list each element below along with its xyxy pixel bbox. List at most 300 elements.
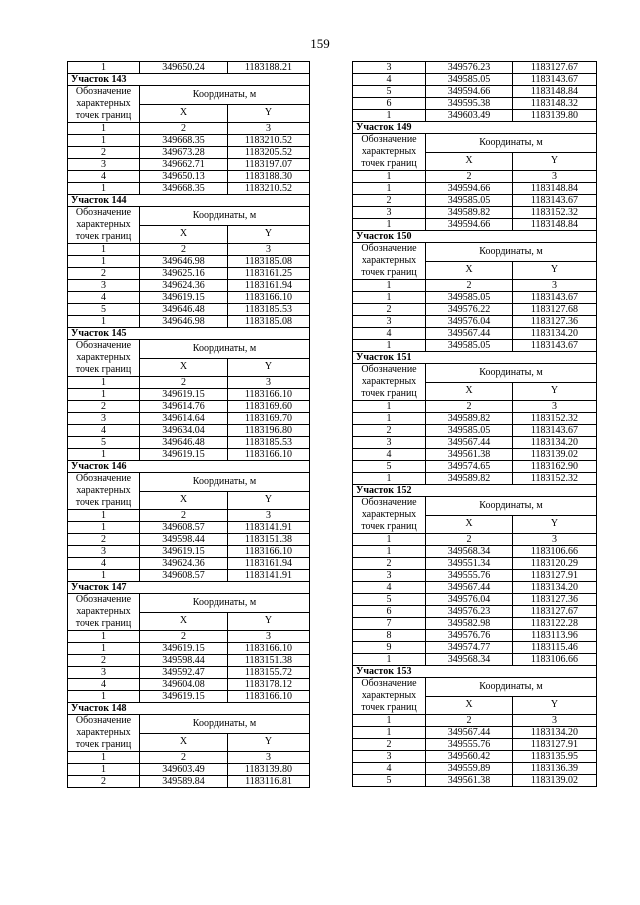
x-coordinate: 349619.15 xyxy=(140,389,228,401)
y-coordinate: 1183205.52 xyxy=(228,147,310,159)
designation-header xyxy=(353,364,426,401)
table-row xyxy=(68,135,310,147)
col-number: 1 xyxy=(68,510,140,522)
col-number: 2 xyxy=(140,377,228,389)
y-coordinate: 1183139.80 xyxy=(228,764,310,776)
col-number: 1 xyxy=(68,123,140,135)
designation-header-line: Обозначение xyxy=(361,134,417,145)
y-coordinate: 1183127.67 xyxy=(513,62,597,74)
left-table xyxy=(67,61,310,788)
x-coordinate: 349568.34 xyxy=(426,546,513,558)
y-coordinate: 1183169.60 xyxy=(228,401,310,413)
table-row xyxy=(68,389,310,401)
section-title-row xyxy=(68,703,310,715)
y-coordinate: 1183185.08 xyxy=(228,316,310,328)
table-row xyxy=(353,630,597,642)
x-header: X xyxy=(140,358,228,377)
section-title: Участок 145 xyxy=(68,328,310,340)
table-row xyxy=(68,304,310,316)
x-coordinate: 349551.34 xyxy=(426,558,513,570)
y-coordinate: 1183185.53 xyxy=(228,304,310,316)
table-row xyxy=(353,62,597,74)
point-number: 3 xyxy=(353,62,426,74)
point-number: 1 xyxy=(353,727,426,739)
table-row xyxy=(68,691,310,703)
point-number: 3 xyxy=(353,570,426,582)
table-row xyxy=(68,534,310,546)
x-coordinate: 349650.24 xyxy=(140,62,228,74)
x-coordinate: 349598.44 xyxy=(140,655,228,667)
x-coordinate: 349555.76 xyxy=(426,739,513,751)
y-coordinate: 1183185.08 xyxy=(228,256,310,268)
point-number: 3 xyxy=(353,207,426,219)
y-header: Y xyxy=(228,358,310,377)
y-coordinate: 1183120.29 xyxy=(513,558,597,570)
coords-header: Координаты, м xyxy=(426,497,597,516)
col-number: 1 xyxy=(353,280,426,292)
section-title: Участок 150 xyxy=(353,231,597,243)
y-coordinate: 1183166.10 xyxy=(228,449,310,461)
section-title-row xyxy=(68,461,310,473)
table-row xyxy=(68,764,310,776)
y-coordinate: 1183185.53 xyxy=(228,437,310,449)
table-row xyxy=(68,522,310,534)
y-coordinate: 1183143.67 xyxy=(513,425,597,437)
y-coordinate: 1183210.52 xyxy=(228,183,310,195)
table-row xyxy=(353,219,597,231)
designation-header-line: Обозначение xyxy=(361,678,417,689)
col-number: 1 xyxy=(68,752,140,764)
table-row xyxy=(353,340,597,352)
col-number: 2 xyxy=(426,401,513,413)
col-number-row xyxy=(353,715,597,727)
table-row xyxy=(68,776,310,788)
x-coordinate: 349576.22 xyxy=(426,304,513,316)
point-number: 3 xyxy=(68,667,140,679)
designation-header xyxy=(68,594,140,631)
header-row-1 xyxy=(353,497,597,516)
col-number: 3 xyxy=(513,401,597,413)
x-coordinate: 349668.35 xyxy=(140,135,228,147)
table-row xyxy=(353,74,597,86)
table-row xyxy=(353,292,597,304)
x-coordinate: 349567.44 xyxy=(426,582,513,594)
point-number: 2 xyxy=(353,558,426,570)
y-header: Y xyxy=(513,382,597,401)
table-row xyxy=(353,207,597,219)
point-number: 3 xyxy=(68,159,140,171)
table-row xyxy=(68,280,310,292)
col-number-row xyxy=(68,244,310,256)
designation-header-line: характерных xyxy=(76,98,131,109)
table-row xyxy=(353,437,597,449)
x-coordinate: 349567.44 xyxy=(426,437,513,449)
y-coordinate: 1183134.20 xyxy=(513,727,597,739)
header-row-1 xyxy=(68,207,310,226)
y-coordinate: 1183152.32 xyxy=(513,413,597,425)
col-number: 1 xyxy=(68,244,140,256)
header-row-1 xyxy=(68,86,310,105)
y-coordinate: 1183134.20 xyxy=(513,437,597,449)
header-row-1 xyxy=(68,594,310,613)
x-coordinate: 349662.71 xyxy=(140,159,228,171)
point-number: 5 xyxy=(353,86,426,98)
col-number: 1 xyxy=(353,401,426,413)
col-number: 3 xyxy=(228,631,310,643)
section-title: Участок 143 xyxy=(68,74,310,86)
designation-header-line: характерных xyxy=(361,255,417,266)
point-number: 1 xyxy=(68,449,140,461)
section-title: Участок 149 xyxy=(353,122,597,134)
col-number: 3 xyxy=(228,752,310,764)
designation-header-line: Обозначение xyxy=(75,594,132,605)
designation-header-line: точек границ xyxy=(75,618,132,629)
point-number: 5 xyxy=(353,594,426,606)
designation-header xyxy=(353,678,426,715)
table-row xyxy=(68,171,310,183)
y-coordinate: 1183166.10 xyxy=(228,546,310,558)
table-row xyxy=(68,316,310,328)
point-number: 2 xyxy=(353,739,426,751)
designation-header-line: точек границ xyxy=(75,231,132,242)
point-number: 1 xyxy=(353,473,426,485)
designation-header-line: точек границ xyxy=(75,364,132,375)
point-number: 1 xyxy=(68,570,140,582)
x-header: X xyxy=(426,261,513,280)
x-header: X xyxy=(140,104,228,123)
y-header: Y xyxy=(228,612,310,631)
section-title-row xyxy=(68,328,310,340)
col-number: 3 xyxy=(513,715,597,727)
x-coordinate: 349604.08 xyxy=(140,679,228,691)
col-number: 2 xyxy=(426,715,513,727)
section-title-row xyxy=(353,485,597,497)
x-header: X xyxy=(140,612,228,631)
section-title-row xyxy=(353,352,597,364)
table-row xyxy=(68,256,310,268)
table-row xyxy=(353,461,597,473)
section-title-row xyxy=(68,195,310,207)
y-coordinate: 1183127.91 xyxy=(513,570,597,582)
point-number: 5 xyxy=(68,304,140,316)
y-header: Y xyxy=(513,696,597,715)
point-number: 1 xyxy=(68,62,140,74)
point-number: 2 xyxy=(68,147,140,159)
x-header: X xyxy=(426,382,513,401)
table-row xyxy=(68,413,310,425)
designation-header xyxy=(68,473,140,510)
y-coordinate: 1183161.25 xyxy=(228,268,310,280)
x-coordinate: 349560.42 xyxy=(426,751,513,763)
designation-header-line: характерных xyxy=(76,219,131,230)
table-row xyxy=(353,86,597,98)
col-number: 3 xyxy=(513,534,597,546)
table-row xyxy=(353,546,597,558)
x-coordinate: 349619.15 xyxy=(140,292,228,304)
table-row xyxy=(353,449,597,461)
designation-header-line: точек границ xyxy=(361,158,417,169)
point-number: 8 xyxy=(353,630,426,642)
x-coordinate: 349608.57 xyxy=(140,522,228,534)
table-row xyxy=(353,727,597,739)
header-row-1 xyxy=(353,134,597,153)
x-coordinate: 349603.49 xyxy=(140,764,228,776)
designation-header-line: точек границ xyxy=(75,497,132,508)
point-number: 1 xyxy=(353,219,426,231)
table-row xyxy=(353,570,597,582)
x-coordinate: 349585.05 xyxy=(426,195,513,207)
x-header: X xyxy=(140,491,228,510)
y-header: Y xyxy=(228,104,310,123)
designation-header-line: Обозначение xyxy=(361,364,417,375)
x-coordinate: 349567.44 xyxy=(426,727,513,739)
designation-header-line: точек границ xyxy=(361,388,417,399)
designation-header-line: точек границ xyxy=(361,521,417,532)
y-coordinate: 1183143.67 xyxy=(513,292,597,304)
table-row xyxy=(68,643,310,655)
section-title: Участок 151 xyxy=(353,352,597,364)
point-number: 3 xyxy=(68,413,140,425)
col-number-row xyxy=(68,752,310,764)
point-number: 1 xyxy=(353,546,426,558)
col-number: 3 xyxy=(513,280,597,292)
point-number: 2 xyxy=(68,534,140,546)
y-coordinate: 1183161.94 xyxy=(228,280,310,292)
designation-header-line: Обозначение xyxy=(75,86,132,97)
coords-header: Координаты, м xyxy=(426,364,597,383)
y-coordinate: 1183210.52 xyxy=(228,135,310,147)
table-row xyxy=(353,425,597,437)
table-row xyxy=(353,594,597,606)
x-coordinate: 349585.05 xyxy=(426,292,513,304)
designation-header xyxy=(68,340,140,377)
y-coordinate: 1183143.67 xyxy=(513,340,597,352)
x-coordinate: 349608.57 xyxy=(140,570,228,582)
table-row xyxy=(353,618,597,630)
y-coordinate: 1183141.91 xyxy=(228,570,310,582)
section-title-row xyxy=(353,666,597,678)
designation-header-line: характерных xyxy=(361,690,417,701)
x-coordinate: 349614.64 xyxy=(140,413,228,425)
designation-header xyxy=(68,715,140,752)
point-number: 1 xyxy=(68,256,140,268)
y-coordinate: 1183197.07 xyxy=(228,159,310,171)
table-row xyxy=(68,268,310,280)
point-number: 1 xyxy=(68,643,140,655)
x-coordinate: 349624.36 xyxy=(140,280,228,292)
left-column xyxy=(67,61,310,788)
point-number: 1 xyxy=(68,183,140,195)
y-coordinate: 1183196.80 xyxy=(228,425,310,437)
designation-header xyxy=(353,134,426,171)
coords-header: Координаты, м xyxy=(140,594,310,613)
table-row xyxy=(68,546,310,558)
point-number: 5 xyxy=(68,437,140,449)
point-number: 4 xyxy=(68,558,140,570)
point-number: 1 xyxy=(353,654,426,666)
coords-header: Координаты, м xyxy=(140,715,310,734)
y-coordinate: 1183116.81 xyxy=(228,776,310,788)
designation-header-line: характерных xyxy=(76,485,131,496)
designation-header-line: характерных xyxy=(361,376,417,387)
y-coordinate: 1183166.10 xyxy=(228,643,310,655)
x-coordinate: 349619.15 xyxy=(140,546,228,558)
designation-header-line: Обозначение xyxy=(75,340,132,351)
point-number: 6 xyxy=(353,98,426,110)
table-row xyxy=(68,667,310,679)
designation-header-line: Обозначение xyxy=(361,497,417,508)
col-number-row xyxy=(353,401,597,413)
y-coordinate: 1183127.91 xyxy=(513,739,597,751)
y-coordinate: 1183134.20 xyxy=(513,328,597,340)
header-row-1 xyxy=(353,243,597,262)
section-title-row xyxy=(353,231,597,243)
table-row xyxy=(353,183,597,195)
y-coordinate: 1183148.32 xyxy=(513,98,597,110)
x-coordinate: 349646.98 xyxy=(140,316,228,328)
y-coordinate: 1183166.10 xyxy=(228,292,310,304)
point-number: 3 xyxy=(353,751,426,763)
col-number: 2 xyxy=(426,171,513,183)
section-title: Участок 146 xyxy=(68,461,310,473)
point-number: 5 xyxy=(353,461,426,473)
point-number: 4 xyxy=(68,171,140,183)
table-row xyxy=(68,401,310,413)
section-title: Участок 152 xyxy=(353,485,597,497)
x-coordinate: 349646.98 xyxy=(140,256,228,268)
table-row xyxy=(353,304,597,316)
x-coordinate: 349555.76 xyxy=(426,570,513,582)
point-number: 3 xyxy=(353,316,426,328)
x-coordinate: 349614.76 xyxy=(140,401,228,413)
col-number: 3 xyxy=(513,171,597,183)
point-number: 3 xyxy=(68,546,140,558)
table-row xyxy=(68,558,310,570)
x-coordinate: 349625.16 xyxy=(140,268,228,280)
y-coordinate: 1183113.96 xyxy=(513,630,597,642)
y-coordinate: 1183139.02 xyxy=(513,449,597,461)
designation-header-line: характерных xyxy=(76,352,131,363)
y-header: Y xyxy=(228,733,310,752)
y-coordinate: 1183136.39 xyxy=(513,763,597,775)
table-row xyxy=(68,425,310,437)
y-header: Y xyxy=(513,515,597,534)
y-coordinate: 1183188.30 xyxy=(228,171,310,183)
x-coordinate: 349567.44 xyxy=(426,328,513,340)
col-number: 3 xyxy=(228,510,310,522)
point-number: 2 xyxy=(353,195,426,207)
section-title-row xyxy=(68,582,310,594)
table-row xyxy=(353,606,597,618)
point-number: 1 xyxy=(68,764,140,776)
designation-header-line: Обозначение xyxy=(361,243,417,254)
designation-header-line: характерных xyxy=(76,606,131,617)
y-coordinate: 1183178.12 xyxy=(228,679,310,691)
col-number: 1 xyxy=(353,715,426,727)
x-coordinate: 349582.98 xyxy=(426,618,513,630)
table-row xyxy=(68,292,310,304)
x-coordinate: 349595.38 xyxy=(426,98,513,110)
point-number: 4 xyxy=(353,763,426,775)
point-number: 4 xyxy=(68,292,140,304)
table-row xyxy=(353,195,597,207)
y-coordinate: 1183135.95 xyxy=(513,751,597,763)
section-title-row xyxy=(353,122,597,134)
x-coordinate: 349589.82 xyxy=(426,207,513,219)
x-coordinate: 349673.28 xyxy=(140,147,228,159)
header-row-1 xyxy=(68,340,310,359)
table-row xyxy=(68,159,310,171)
table-row xyxy=(353,739,597,751)
point-number: 1 xyxy=(68,522,140,534)
col-number: 1 xyxy=(353,534,426,546)
point-number: 3 xyxy=(68,280,140,292)
col-number: 2 xyxy=(140,510,228,522)
header-row-1 xyxy=(68,715,310,734)
point-number: 2 xyxy=(68,401,140,413)
x-coordinate: 349561.38 xyxy=(426,775,513,787)
table-row xyxy=(68,570,310,582)
col-number-row xyxy=(353,534,597,546)
y-coordinate: 1183166.10 xyxy=(228,691,310,703)
coords-header: Координаты, м xyxy=(140,207,310,226)
y-coordinate: 1183148.84 xyxy=(513,86,597,98)
x-coordinate: 349576.23 xyxy=(426,62,513,74)
y-coordinate: 1183148.84 xyxy=(513,219,597,231)
right-column xyxy=(352,61,597,787)
col-number: 2 xyxy=(426,534,513,546)
x-coordinate: 349568.34 xyxy=(426,654,513,666)
page-number: 159 xyxy=(310,36,330,51)
col-number: 3 xyxy=(228,244,310,256)
y-coordinate: 1183134.20 xyxy=(513,582,597,594)
y-coordinate: 1183155.72 xyxy=(228,667,310,679)
x-coordinate: 349585.05 xyxy=(426,425,513,437)
y-coordinate: 1183106.66 xyxy=(513,654,597,666)
x-coordinate: 349585.05 xyxy=(426,340,513,352)
y-coordinate: 1183152.32 xyxy=(513,207,597,219)
table-row xyxy=(353,473,597,485)
col-number-row xyxy=(353,280,597,292)
designation-header xyxy=(353,497,426,534)
x-coordinate: 349576.04 xyxy=(426,594,513,606)
table-row xyxy=(353,654,597,666)
y-coordinate: 1183122.28 xyxy=(513,618,597,630)
table-row xyxy=(353,110,597,122)
col-number-row xyxy=(68,123,310,135)
y-coordinate: 1183169.70 xyxy=(228,413,310,425)
coords-header: Координаты, м xyxy=(140,340,310,359)
designation-header-line: точек границ xyxy=(75,739,132,750)
table-row xyxy=(353,328,597,340)
x-coordinate: 349576.23 xyxy=(426,606,513,618)
col-number: 2 xyxy=(140,123,228,135)
y-coordinate: 1183143.67 xyxy=(513,195,597,207)
col-number: 1 xyxy=(68,377,140,389)
point-number: 1 xyxy=(353,110,426,122)
x-coordinate: 349574.65 xyxy=(426,461,513,473)
point-number: 5 xyxy=(353,775,426,787)
col-number: 3 xyxy=(228,123,310,135)
coords-header: Координаты, м xyxy=(140,86,310,105)
header-row-1 xyxy=(353,364,597,383)
table-row xyxy=(68,62,310,74)
x-coordinate: 349585.05 xyxy=(426,74,513,86)
table-row xyxy=(353,316,597,328)
y-coordinate: 1183139.02 xyxy=(513,775,597,787)
point-number: 2 xyxy=(68,776,140,788)
designation-header-line: точек границ xyxy=(361,267,417,278)
